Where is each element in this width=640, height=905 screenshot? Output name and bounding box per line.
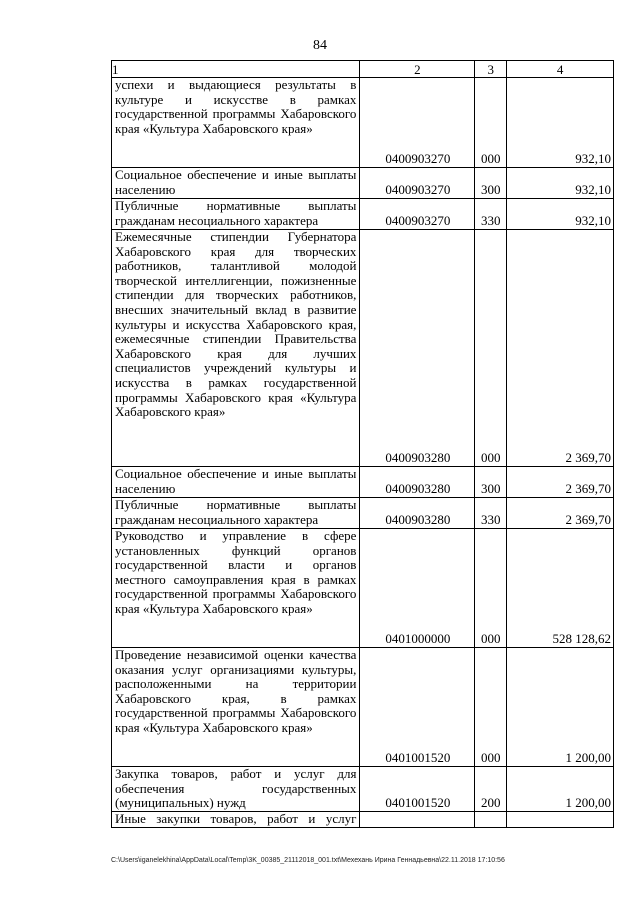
- row-code: 0400903280: [360, 498, 475, 529]
- row-code: 0400903270: [360, 78, 475, 168]
- row-type: 300: [475, 467, 507, 498]
- column-header-4: 4: [507, 61, 614, 78]
- table-row: [112, 648, 614, 767]
- row-type: 000: [475, 529, 507, 648]
- row-code: 0400903280: [360, 467, 475, 498]
- row-type: 330: [475, 498, 507, 529]
- row-type: 300: [475, 168, 507, 199]
- row-type: [475, 812, 507, 828]
- row-name: успехи и выдающиеся результаты в культуре и искусстве в рамках государственной программы Хабаровского края «Культура Хабаровского края»: [112, 78, 360, 168]
- table-row: [112, 529, 614, 648]
- table-row: [112, 78, 614, 168]
- table-row: [112, 767, 614, 812]
- file-path-footer: C:\Users\iganelekhina\AppData\Local\Temp\3K_00385_21112018_001.txt\Мехехань Ирина Геннадьевна\22.11.2018 17:10:56: [111, 857, 505, 864]
- row-amount: 1 200,00: [507, 767, 614, 812]
- row-amount: 528 128,62: [507, 529, 614, 648]
- row-type: 000: [475, 648, 507, 767]
- row-code: 0400903280: [360, 230, 475, 467]
- row-name: Проведение независимой оценки качества оказания услуг организациями культуры, расположенными на территории Хабаровского края, в рамках государственной программы Хабаровского края «Культура Хабаровского края»: [112, 648, 360, 767]
- row-amount: 932,10: [507, 78, 614, 168]
- column-header-2: 2: [360, 61, 475, 78]
- row-code: 0400903270: [360, 168, 475, 199]
- page-number: 84: [313, 38, 327, 53]
- row-amount: 932,10: [507, 199, 614, 230]
- row-name: Социальное обеспечение и иные выплаты населению: [112, 168, 360, 199]
- row-type: 330: [475, 199, 507, 230]
- table-row: [112, 498, 614, 529]
- table-row: [112, 230, 614, 467]
- row-type: 200: [475, 767, 507, 812]
- row-name: Закупка товаров, работ и услуг для обеспечения государственных (муниципальных) нужд: [112, 767, 360, 812]
- budget-table: [111, 60, 614, 828]
- row-name: Иные закупки товаров, работ и услуг: [112, 812, 360, 828]
- row-name: Социальное обеспечение и иные выплаты населению: [112, 467, 360, 498]
- row-code: 0400903270: [360, 199, 475, 230]
- table-row: [112, 812, 614, 828]
- row-amount: 2 369,70: [507, 467, 614, 498]
- table-row: [112, 467, 614, 498]
- row-name: Публичные нормативные выплаты гражданам несоциального характера: [112, 498, 360, 529]
- row-amount: 2 369,70: [507, 498, 614, 529]
- row-code: [360, 812, 475, 828]
- row-name: Руководство и управление в сфере установленных функций органов государственной власти и органов местного самоуправления края в рамках государственной программы Хабаровского края «Культура Хабаровского края»: [112, 529, 360, 648]
- column-header-3: 3: [475, 61, 507, 78]
- row-name: Ежемесячные стипендии Губернатора Хабаровского края для творческих работников, талантливой молодой творческой интеллигенции, пожизненные стипендии для творческих работников, внесших значительный вклад в развитие культуры и искусства Хабаровского края, ежемесячные стипендии Правительства Хабаровского края для лучших специалистов учреждений культуры и искусства в рамках государственной программы Хабаровского края «Культура Хабаровского края»: [112, 230, 360, 467]
- row-amount: 932,10: [507, 168, 614, 199]
- row-amount: 2 369,70: [507, 230, 614, 467]
- row-amount: 1 200,00: [507, 648, 614, 767]
- row-type: 000: [475, 230, 507, 467]
- row-name: Публичные нормативные выплаты гражданам несоциального характера: [112, 199, 360, 230]
- table-row: [112, 199, 614, 230]
- row-amount: [507, 812, 614, 828]
- row-code: 0401001520: [360, 767, 475, 812]
- table-header-row: [112, 61, 614, 78]
- table-row: [112, 168, 614, 199]
- row-type: 000: [475, 78, 507, 168]
- row-code: 0401000000: [360, 529, 475, 648]
- column-header-1: 1: [112, 61, 360, 78]
- row-code: 0401001520: [360, 648, 475, 767]
